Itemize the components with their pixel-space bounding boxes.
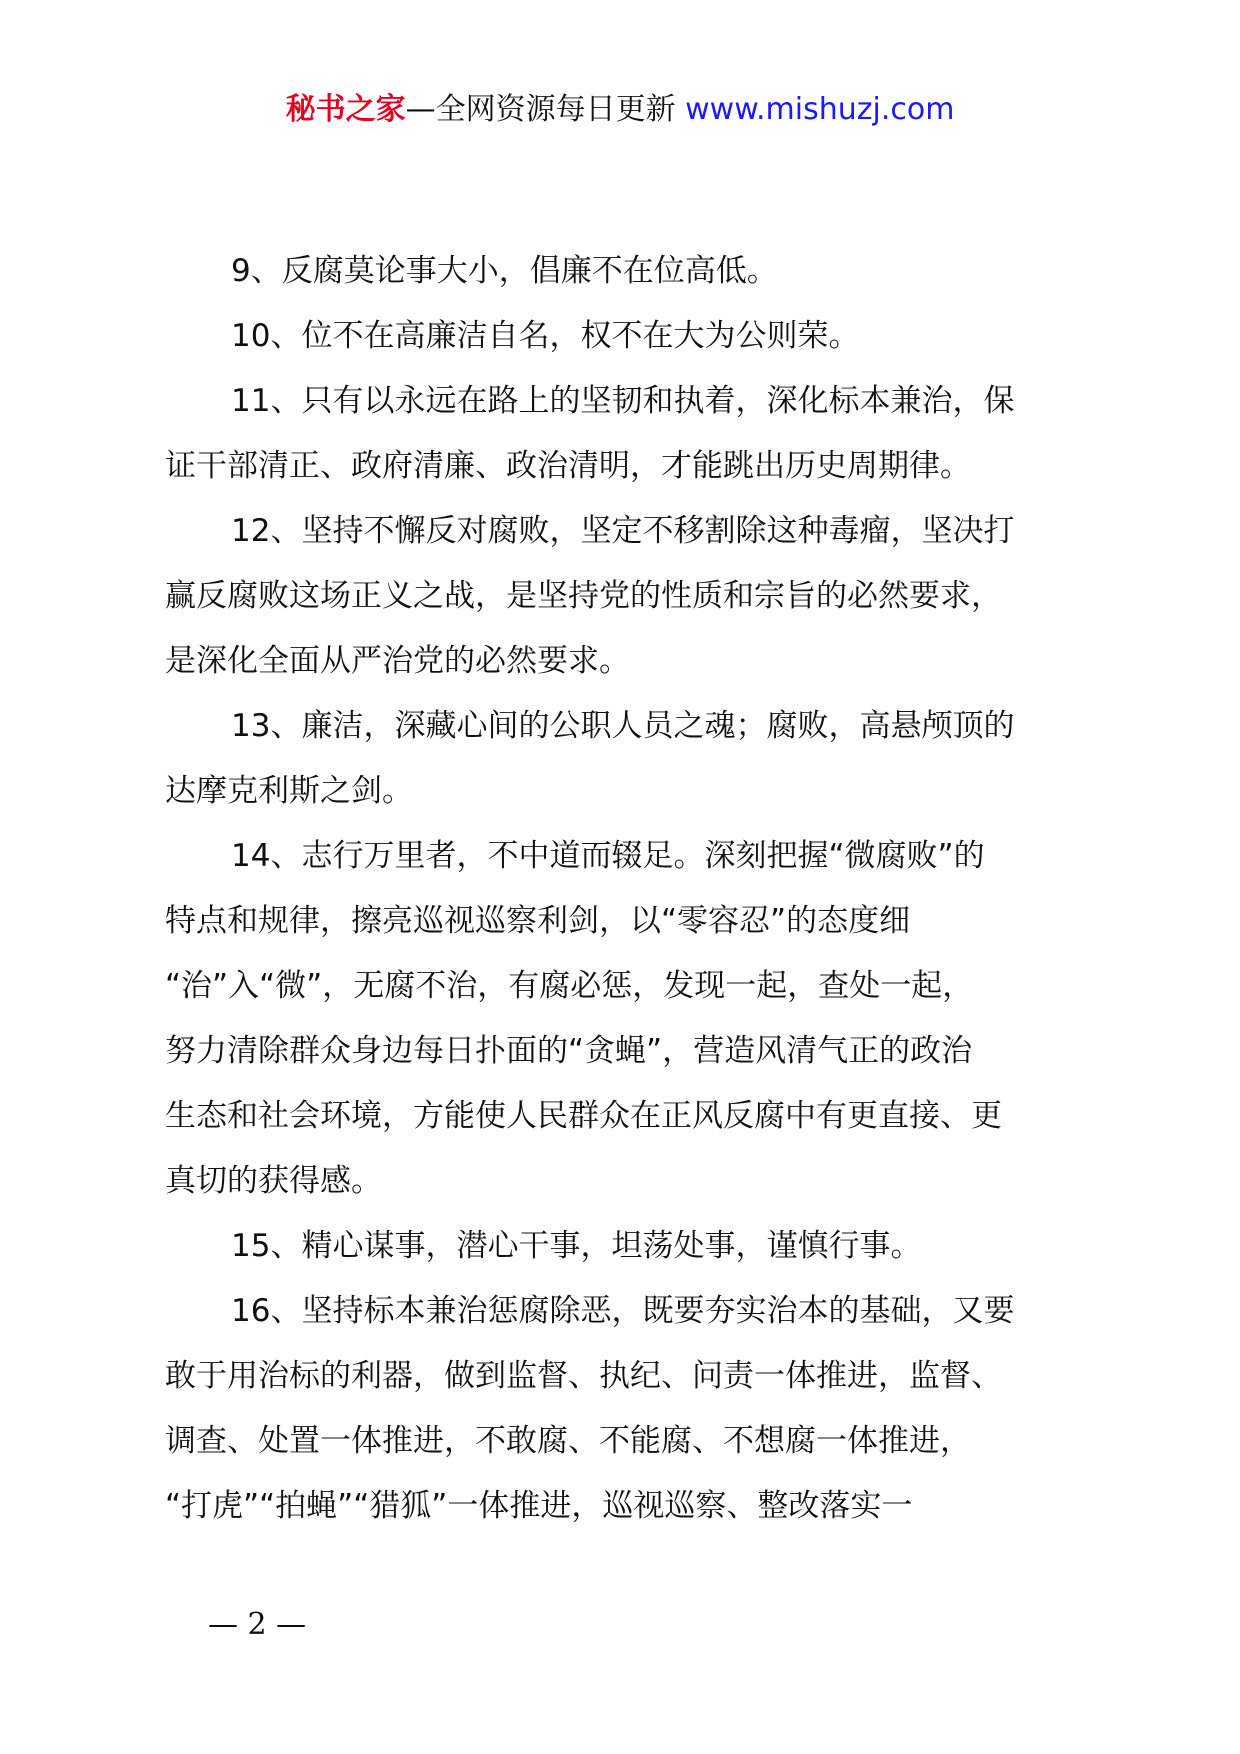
paragraph-line: 努力清除群众身边每日扑面的“贪蝇”，营造风清气正的政治: [165, 1033, 973, 1069]
paragraph-line: 特点和规律，擦亮巡视巡察利剑，以“零容忍”的态度细: [165, 903, 911, 939]
paragraph-12: [165, 499, 1095, 694]
page-number: — 2 —: [208, 1607, 307, 1642]
paragraph-14: [165, 824, 1095, 1214]
paragraph-11: [165, 369, 1095, 499]
paragraph-line: 证干部清正、政府清廉、政治清明，才能跳出历史周期律。: [165, 448, 971, 484]
paragraph-line: 14、志行万里者，不中道而辍足。深刻把握“微腐败”的: [231, 838, 985, 874]
paragraph-line: “打虎”“拍蝇”“猎狐”一体推进，巡视巡察、整改落实一: [165, 1488, 913, 1524]
paragraph-15: [165, 1214, 1095, 1279]
paragraph-line: 10、位不在高廉洁自名，权不在大为公则荣。: [231, 318, 860, 354]
paragraph-line: 9、反腐莫论事大小，倡廉不在位高低。: [231, 253, 778, 289]
document-body: [165, 239, 1095, 1539]
paragraph-line: 生态和社会环境，方能使人民群众在正风反腐中有更直接、更: [165, 1098, 1002, 1134]
paragraph-line: 赢反腐败这场正义之战，是坚持党的性质和宗旨的必然要求，: [165, 578, 1002, 614]
site-header: [0, 88, 1240, 132]
paragraph-16: [165, 1279, 1095, 1539]
paragraph-line: 16、坚持标本兼治惩腐除恶，既要夯实治本的基础，又要: [231, 1293, 1015, 1329]
paragraph-9: [165, 239, 1095, 304]
paragraph-line: 敢于用治标的利器，做到监督、执纪、问责一体推进，监督、: [165, 1358, 1002, 1394]
paragraph-line: 11、只有以永远在路上的坚韧和执着，深化标本兼治，保: [231, 383, 1015, 419]
paragraph-10: [165, 304, 1095, 369]
paragraph-line: 真切的获得感。: [165, 1163, 382, 1199]
site-url-link[interactable]: www.mishuzj.com: [685, 92, 955, 127]
paragraph-line: 是深化全面从严治党的必然要求。: [165, 643, 630, 679]
paragraph-line: 13、廉洁，深藏心间的公职人员之魂；腐败，高悬颅顶的: [231, 708, 1015, 744]
brand-name: 秘书之家: [285, 92, 406, 127]
paragraph-line: 达摩克利斯之剑。: [165, 773, 413, 809]
paragraph-13: [165, 694, 1095, 824]
paragraph-line: 调查、处置一体推进，不敢腐、不能腐、不想腐一体推进，: [165, 1423, 971, 1459]
header-tagline: —全网资源每日更新: [405, 92, 686, 127]
paragraph-line: 15、精心谋事，潜心干事，坦荡处事，谨慎行事。: [231, 1228, 922, 1264]
paragraph-line: “治”入“微”，无腐不治，有腐必惩，发现一起，查处一起，: [165, 968, 974, 1004]
paragraph-line: 12、坚持不懈反对腐败，坚定不移割除这种毒瘤，坚决打: [231, 513, 1015, 549]
